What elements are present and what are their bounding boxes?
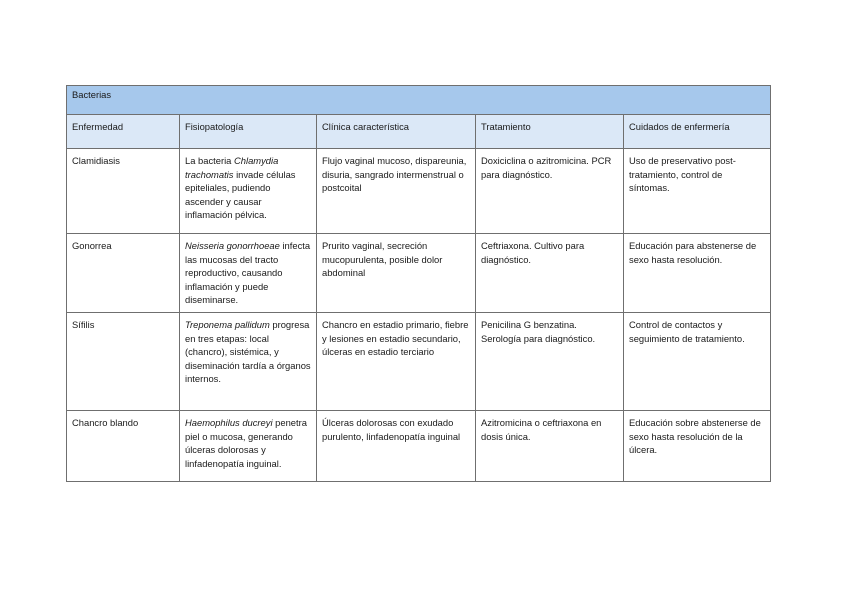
physiopathology-cell [180, 149, 317, 234]
physio-prefix: La bacteria [185, 155, 234, 166]
table-row [67, 149, 771, 234]
treatment-cell: Penicilina G benzatina. Serología para diagnóstico. [476, 313, 624, 411]
care-cell: Control de contactos y seguimiento de tratamiento. [624, 313, 771, 411]
treatment-cell: Ceftriaxona. Cultivo para diagnóstico. [476, 234, 624, 313]
table-header-row [67, 115, 771, 149]
table-caption: Bacterias [67, 86, 771, 115]
physiopathology-cell [180, 234, 317, 313]
physio-text: progresa en tres etapas: local (chancro), sistémica, y diseminación tardía a órganos internos. [185, 319, 311, 385]
header-clinica: Clínica característica [317, 115, 476, 149]
header-enfermedad: Enfermedad [67, 115, 180, 149]
header-tratamiento: Tratamiento [476, 115, 624, 149]
table-row [67, 411, 771, 482]
disease-cell: Gonorrea [67, 234, 180, 313]
physiopathology-cell [180, 411, 317, 482]
clinical-cell: Flujo vaginal mucoso, dispareunia, disuria, sangrado intermenstrual o postcoital [317, 149, 476, 234]
table-caption-row [67, 86, 771, 115]
physio-text: invade células epiteliales, pudiendo ascender y causar inflamación pélvica. [185, 168, 296, 221]
physio-text: penetra piel o mucosa, generando úlceras dolorosas y linfadenopatía inguinal. [185, 417, 307, 469]
table-row [67, 234, 771, 313]
clinical-cell: Úlceras dolorosas con exudado purulento, linfadenopatía inguinal [317, 411, 476, 482]
header-cuidados: Cuidados de enfermería [624, 115, 771, 149]
physio-text: infecta las mucosas del tracto reproductivo, causando inflamación y puede diseminarse. [185, 240, 311, 306]
clinical-cell: Prurito vaginal, secreción mucopurulenta, posible dolor abdominal [317, 234, 476, 313]
treatment-cell: Azitromicina o ceftriaxona en dosis única. [476, 411, 624, 482]
clinical-cell: Chancro en estadio primario, fiebre y lesiones en estadio secundario, úlceras en estadio terciario [317, 313, 476, 411]
disease-cell: Sífilis [67, 313, 180, 411]
disease-cell: Clamidiasis [67, 149, 180, 234]
physiopathology-cell [180, 313, 317, 411]
pathogen-name: Haemophilus ducreyi [185, 417, 273, 428]
table-row [67, 313, 771, 411]
bacteria-table [66, 85, 771, 482]
care-cell: Uso de preservativo post-tratamiento, control de síntomas. [624, 149, 771, 234]
header-fisiopatologia: Fisiopatología [180, 115, 317, 149]
treatment-cell: Doxiciclina o azitromicina. PCR para diagnóstico. [476, 149, 624, 234]
disease-cell: Chancro blando [67, 411, 180, 482]
care-cell: Educación sobre abstenerse de sexo hasta resolución de la úlcera. [624, 411, 771, 482]
pathogen-name: Neisseria gonorrhoeae [185, 240, 280, 251]
pathogen-name: Chlamydia trachomatis [185, 155, 279, 180]
care-cell: Educación para abstenerse de sexo hasta resolución. [624, 234, 771, 313]
pathogen-name: Treponema pallidum [185, 319, 270, 330]
